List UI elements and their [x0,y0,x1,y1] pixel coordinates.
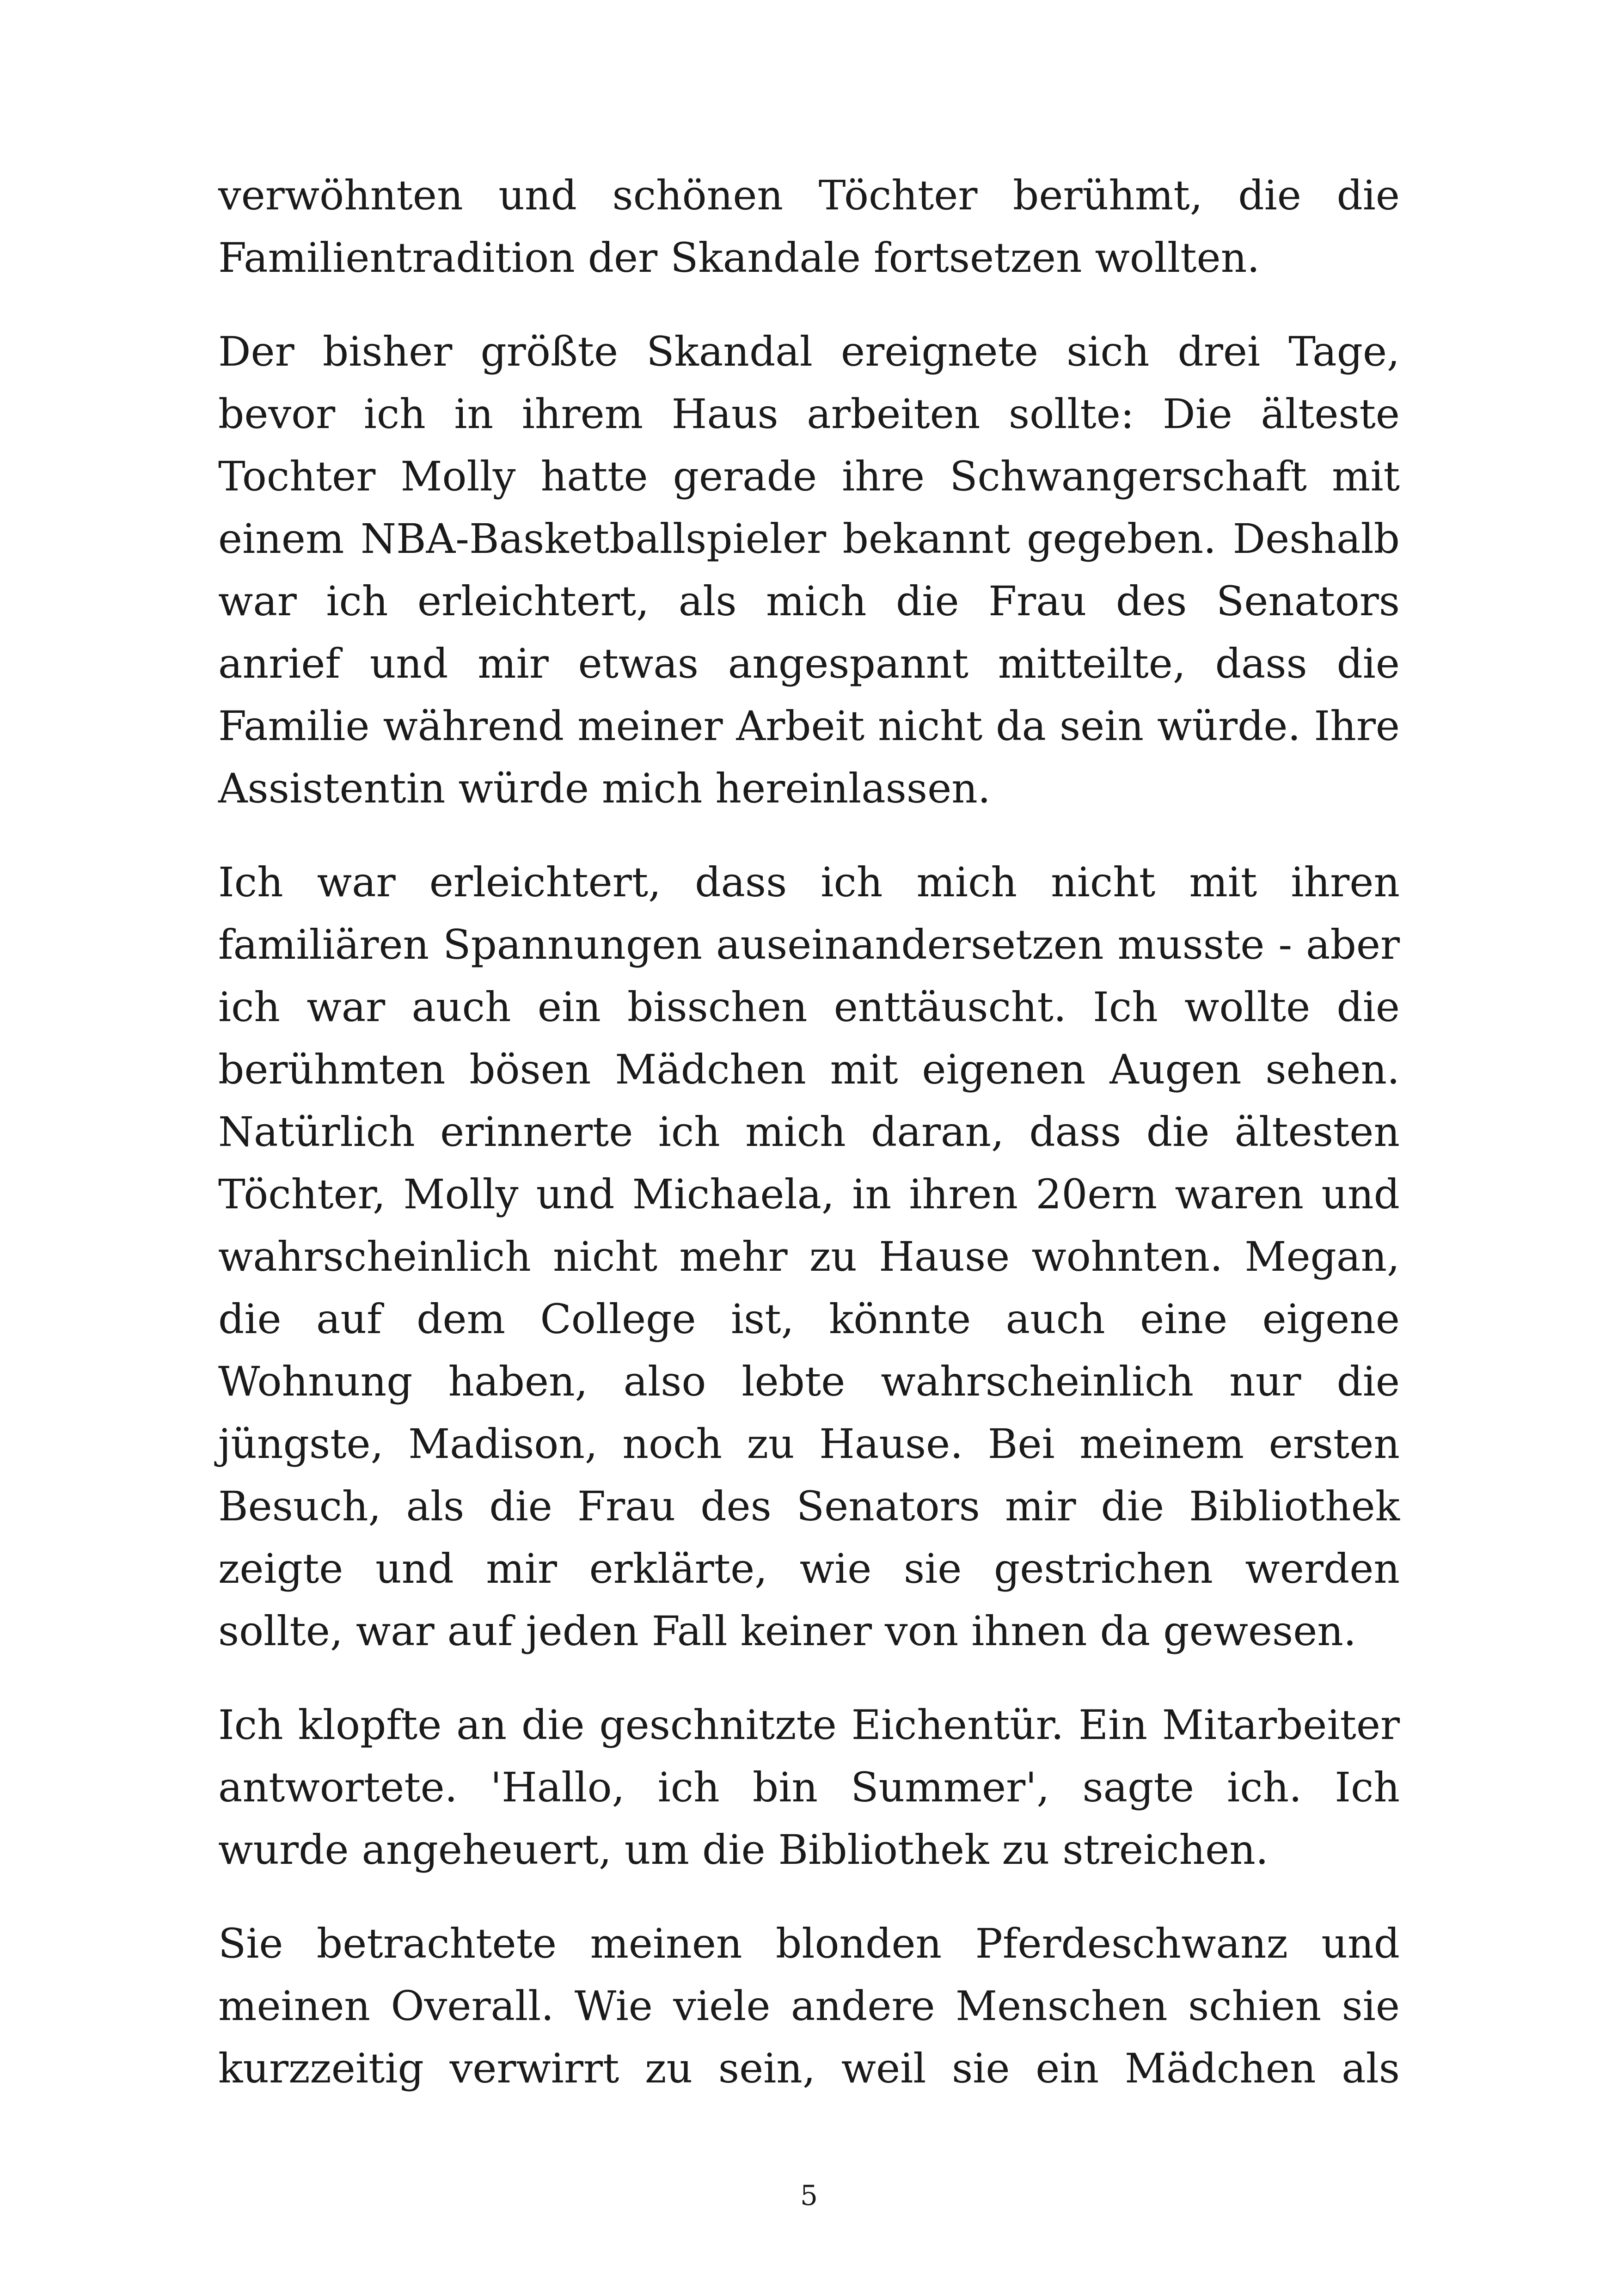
paragraph: verwöhnten und schönen Töchter berühmt, die die Familientradition der Skandale fortsetzen wollten. [218,171,1400,282]
paragraph: Ich klopfte an die geschnitzte Eichentür. Ein Mitarbeiter antwortete. 'Hallo, ich bin Summer', sagte ich. Ich wurde angeheuert, um die Bibliothek zu streichen. [218,1701,1400,1874]
page-number: 5 [800,2180,818,2212]
paragraph: Der bisher größte Skandal ereignete sich drei Tage, bevor ich in ihrem Haus arbeiten sollte: Die älteste Tochter Molly hatte gerade ihre Schwangerschaft mit einem NBA-Basketballspieler bekannt gegeben. Deshalb war ich erleichtert, als mich die Frau des Senators anrief und mir etwas angespannt mitteilte, dass die Familie während meiner Arbeit nicht da sein würde. Ihre Assistentin würde mich hereinlassen. [218,328,1400,812]
paragraph: Sie betrachtete meinen blonden Pferdeschwanz und meinen Overall. Wie viele andere Menschen schien sie kurzzeitig verwirrt zu sein, weil sie ein Mädchen als [218,1920,1400,2092]
paragraph: Ich war erleichtert, dass ich mich nicht mit ihren familiären Spannungen auseinandersetzen musste - aber ich war auch ein bisschen enttäuscht. Ich wollte die berühmten bösen Mädchen mit eigenen Augen sehen. Natürlich erinnerte ich mich daran, dass die ältesten Töchter, Molly und Michaela, in ihren 20ern waren und wahrscheinlich nicht mehr zu Hause wohnten. Megan, die auf dem College ist, könnte auch eine eigene Wohnung haben, also lebte wahrscheinlich nur die jüngste, Madison, noch zu Hause. Bei meinem ersten Besuch, als die Frau des Senators mir die Bibliothek zeigte und mir erklärte, wie sie gestrichen werden sollte, war auf jeden Fall keiner von ihnen da gewesen. [218,858,1400,1655]
body-text [218,164,1400,2100]
